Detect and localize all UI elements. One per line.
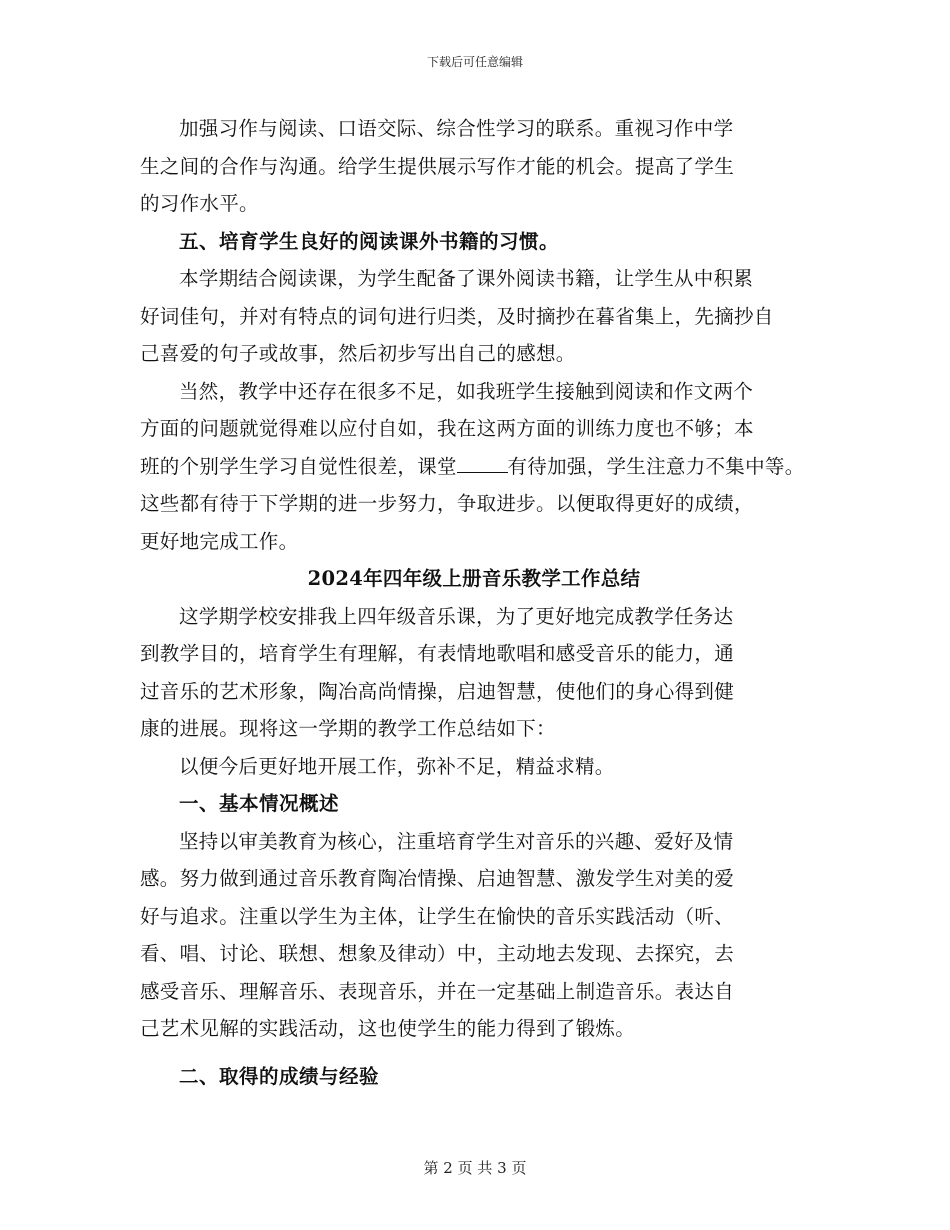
document-body (140, 110, 808, 1095)
section-heading-two: 二、取得的成绩与经验 (179, 1064, 380, 1088)
text-line: 本学期结合阅读课，为学生配备了课外阅读书籍，让学生从中积累 (179, 267, 754, 290)
text-line: 感。努力做到通过音乐教育陶冶情操、启迪智慧、激发学生对美的爱 (140, 867, 735, 890)
paragraph-shortcomings (140, 373, 808, 561)
text-line (101, 448, 808, 486)
paragraph-writing-link (140, 110, 808, 223)
text-line: 的习作水平。 (140, 192, 259, 215)
text-line: 坚持以审美教育为核心，注重培育学生对音乐的兴趣、爱好及情 (179, 829, 734, 853)
text-line: 加强习作与阅读、口语交际、综合性学习的联系。重视习作中学 (179, 117, 734, 140)
text-line: 这些都有待于下学期的进一步努力，争取进步。以便取得更好的成绩， (140, 492, 754, 515)
section-heading-five: 五、培育学生良好的阅读课外书籍的习惯。 (179, 229, 560, 253)
paragraph-music-intro (140, 598, 808, 748)
section-heading-one: 一、基本情况概述 (179, 792, 340, 815)
text-segment: 有待加强，学生注意力不集中等。 (507, 454, 805, 478)
page-number: 第 2 页 共 3 页 (423, 1159, 527, 1177)
text-line: 生之间的合作与沟通。给学生提供展示写作才能的机会。提高了学生 (140, 154, 735, 178)
text-line: 己艺术见解的实践活动，这也使学生的能力得到了锻炼。 (140, 1017, 636, 1040)
text-line: 当然，教学中还存在很多不足，如我班学生接触到阅读和作文两个 (179, 379, 754, 403)
text-line: 更好地完成工作。 (140, 529, 299, 553)
text-line: 这学期学校安排我上四年级音乐课，为了更好地完成教学任务达 (179, 604, 734, 628)
text-line: 过音乐的艺术形象，陶冶高尚情操，启迪智慧，使他们的身心得到健 (140, 679, 735, 703)
text-line: 到教学目的，培育学生有理解，有表情地歌唱和感受音乐的能力，通 (140, 642, 735, 665)
paragraph-reading-habit (140, 260, 808, 373)
document-title: 2024年四年级上册音乐教学工作总结 (307, 567, 641, 590)
text-line: 好词佳句，并对有特点的词句进行归类，及时摘抄在暮省集上，先摘抄自 (140, 304, 774, 328)
text-line: 方面的问题就觉得难以应付自如，我在这两方面的训练力度也不够；本 (140, 417, 754, 440)
paragraph-basic-situation (140, 823, 808, 1048)
paragraph-improve: 以便今后更好地开展工作，弥补不足，精益求精。 (179, 754, 615, 778)
text-segment: 班的个别学生学习自觉性很差，课堂 (140, 454, 457, 478)
header-note: 下载后可任意编辑 (426, 55, 523, 69)
fill-in-blank (457, 454, 508, 473)
text-line: 康的进展。现将这一学期的教学工作总结如下： (140, 717, 556, 740)
text-line: 感受音乐、理解音乐、表现音乐，并在一定基础上制造音乐。表达自 (140, 979, 735, 1003)
text-line: 看、唱、讨论、联想、想象及律动）中，主动地去发现、去探究，去 (140, 942, 735, 965)
text-line: 己喜爱的句子或故事，然后初步写出自己的感想。 (140, 342, 576, 365)
text-line: 好与追求。注重以学生为主体，让学生在愉快的音乐实践活动（听、 (140, 904, 735, 928)
